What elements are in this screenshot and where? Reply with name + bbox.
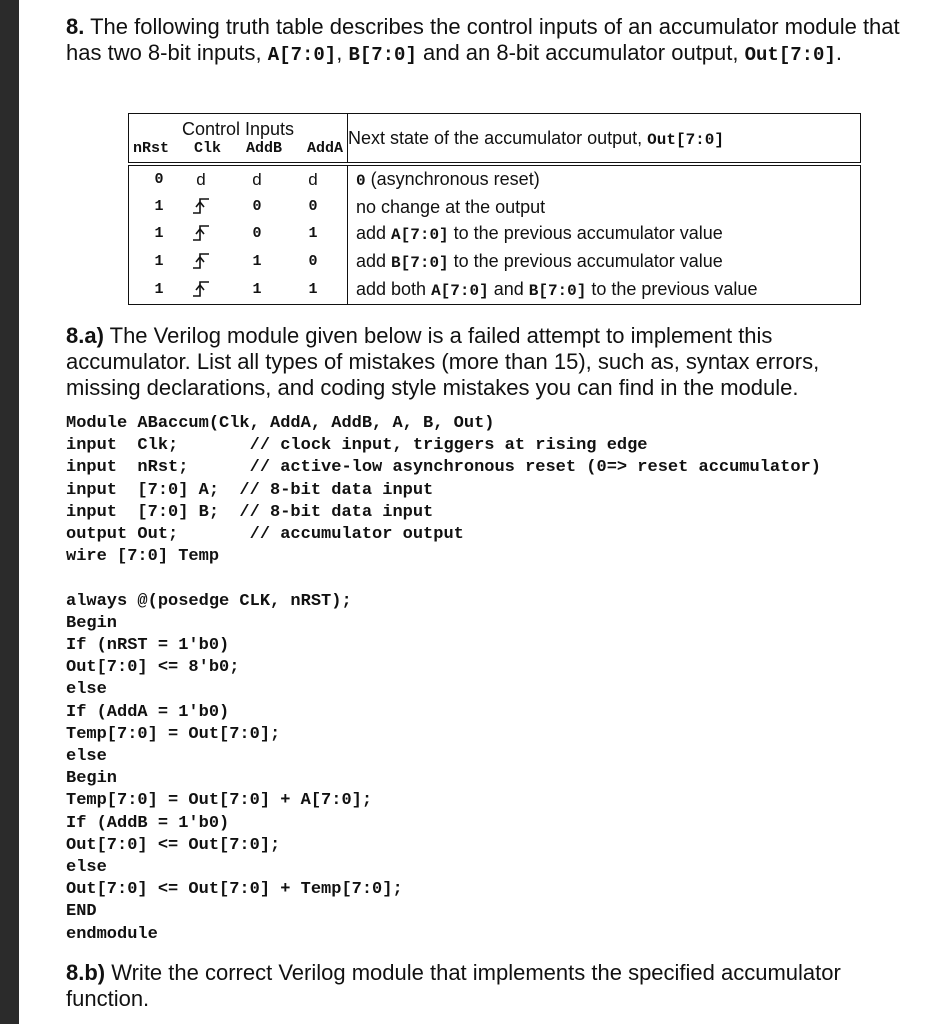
rising-edge-icon xyxy=(191,196,211,216)
rising-edge-icon xyxy=(191,251,211,271)
left-edge-bar xyxy=(0,0,19,1024)
code-line: END xyxy=(66,902,97,922)
question-8a-text: 8.a) The Verilog module given below is a failed attempt to implement this accumulator. List all types of mistakes (more than 15), such as, syntax errors, missing declarations, and coding style mistakes you can find in the module. xyxy=(66,323,820,400)
code-line: always @(posedge CLK, nRST); xyxy=(66,591,352,611)
table-row: 1 1 1 add both A[7:0] and B[7:0] to the previous value xyxy=(129,276,861,305)
code-line: else xyxy=(66,858,107,878)
code-line: input nRst; // active-low asynchronous reset (0=> reset accumulator) xyxy=(66,458,821,478)
code-line: endmodule xyxy=(66,924,158,944)
code-line: If (AddB = 1'b0) xyxy=(66,813,230,833)
table-row: 1 1 0 add B[7:0] to the previous accumulator value xyxy=(129,248,861,276)
code-line: wire [7:0] Temp xyxy=(66,547,220,567)
table-row: 0 d d d 0 (asynchronous reset) xyxy=(129,166,861,194)
code-line: If (nRST = 1'b0) xyxy=(66,636,230,656)
code-line: output Out; // accumulator output xyxy=(66,525,464,545)
code-line: else xyxy=(66,680,107,700)
code-line: Out[7:0] <= Out[7:0]; xyxy=(66,835,281,855)
code-line: Begin xyxy=(66,769,118,789)
code-line: Temp[7:0] = Out[7:0] + A[7:0]; xyxy=(66,791,373,811)
code-line: Temp[7:0] = Out[7:0]; xyxy=(66,724,281,744)
control-inputs-header: Control Inputs nRst Clk AddB AddA xyxy=(129,114,348,165)
rising-edge-icon xyxy=(191,223,211,243)
question-8b-label: 8.b) xyxy=(66,960,106,985)
code-line: input [7:0] A; // 8-bit data input xyxy=(66,480,434,500)
code-line: else xyxy=(66,747,107,767)
col-addb: AddB xyxy=(245,140,282,157)
table-row: 1 0 0 no change at the output xyxy=(129,194,861,220)
question-8b-text: 8.b) Write the correct Verilog module that implements the specified accumulator function. xyxy=(66,960,841,1011)
col-nrst: nRst xyxy=(133,140,170,157)
code-line: Out[7:0] <= Out[7:0] + Temp[7:0]; xyxy=(66,880,403,900)
code-line: Out[7:0] <= 8'b0; xyxy=(66,658,240,678)
col-adda: AddA xyxy=(306,140,343,157)
code-line: input [7:0] B; // 8-bit data input xyxy=(66,502,434,522)
code-line: If (AddA = 1'b0) xyxy=(66,702,230,722)
rising-edge-icon xyxy=(191,279,211,299)
verilog-code-block xyxy=(66,413,821,946)
question-8-number: 8. xyxy=(66,14,85,39)
code-line: input Clk; // clock input, triggers at rising edge xyxy=(66,436,648,456)
table-row: 1 0 1 add A[7:0] to the previous accumulator value xyxy=(129,220,861,248)
question-8a-label: 8.a) xyxy=(66,323,104,348)
document-page xyxy=(66,14,926,1011)
next-state-header: Next state of the accumulator output, Out[7:0] xyxy=(348,127,724,149)
code-line: Begin xyxy=(66,613,118,633)
col-clk: Clk xyxy=(193,140,221,157)
code-line: Module ABaccum(Clk, AddA, AddB, A, B, Out) xyxy=(66,414,495,433)
truth-table xyxy=(128,113,861,305)
question-8-text: 8. The following truth table describes the control inputs of an accumulator module that has two 8-bit inputs, A[7:0], B[7:0] and an 8-bit accumulator output, Out[7:0]. xyxy=(66,14,900,66)
truth-table-header xyxy=(129,114,861,165)
